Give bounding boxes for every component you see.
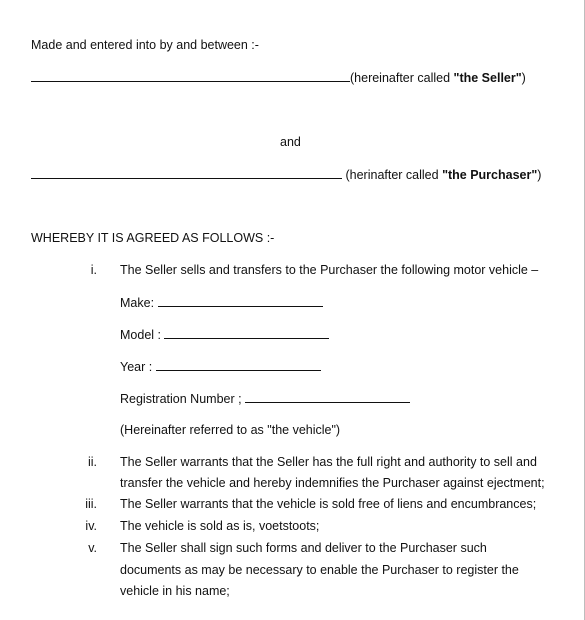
clause-number: v.	[88, 541, 97, 555]
year-label: Year :	[120, 360, 153, 374]
clause-text-line: transfer the vehicle and hereby indemnifies the Purchaser against ejectment;	[120, 476, 545, 490]
and-text: and	[280, 135, 301, 149]
clause-text: The vehicle is sold as is, voetstoots;	[120, 519, 320, 533]
seller-prefix: (hereinafter called	[350, 71, 454, 85]
clause-text: The Seller warrants that the vehicle is sold free of liens and encumbrances;	[120, 497, 537, 511]
registration-field	[120, 391, 410, 406]
model-label: Model :	[120, 328, 161, 342]
purchaser-line	[31, 167, 541, 182]
intro-text: Made and entered into by and between :-	[31, 38, 259, 52]
whereby-heading: WHEREBY IT IS AGREED AS FOLLOWS :-	[31, 231, 275, 245]
model-field	[120, 327, 329, 342]
purchaser-suffix: )	[537, 168, 542, 182]
clause-text: The Seller sells and transfers to the Purchaser the following motor vehicle –	[120, 263, 539, 277]
clause-number: iv.	[85, 519, 97, 533]
make-label: Make:	[120, 296, 155, 310]
clause-number: ii.	[87, 455, 97, 469]
seller-suffix: )	[521, 71, 526, 85]
model-blank[interactable]	[164, 327, 329, 339]
clause-number: iii.	[85, 497, 97, 511]
seller-blank[interactable]	[31, 70, 350, 82]
year-field	[120, 359, 321, 374]
make-field	[120, 295, 323, 310]
clause-number: i.	[90, 263, 97, 277]
registration-blank[interactable]	[245, 391, 410, 403]
seller-bold: "the Seller"	[453, 71, 522, 85]
clause-text-line: vehicle in his name;	[120, 584, 230, 598]
purchaser-blank[interactable]	[31, 167, 342, 179]
seller-line	[31, 70, 526, 85]
purchaser-prefix: (herinafter called	[345, 168, 443, 182]
clause-text-line: The Seller shall sign such forms and deliver to the Purchaser such	[120, 541, 487, 555]
make-blank[interactable]	[158, 295, 323, 307]
purchaser-bold: "the Purchaser"	[442, 168, 538, 182]
clause-text-line: The Seller warrants that the Seller has the full right and authority to sell and	[120, 455, 537, 469]
registration-label: Registration Number ;	[120, 392, 242, 406]
referred-text: (Hereinafter referred to as "the vehicle")	[120, 423, 341, 437]
year-blank[interactable]	[156, 359, 321, 371]
clause-text-line: documents as may be necessary to enable the Purchaser to register the	[120, 563, 519, 577]
